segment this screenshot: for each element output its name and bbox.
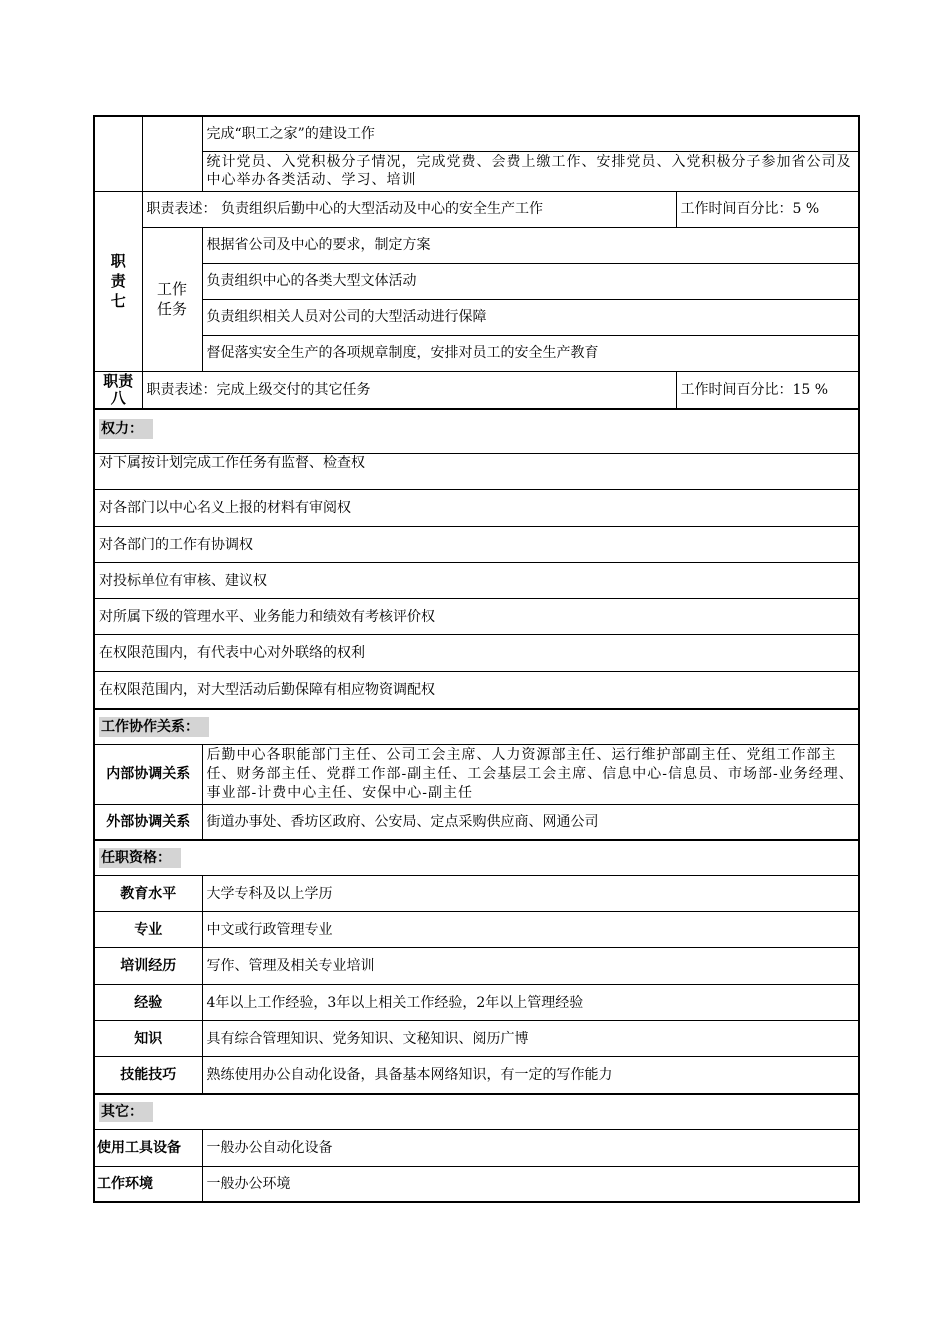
qualification-value: 熟练使用办公自动化设备，具备基本网络知识，有一定的写作能力 [202, 1057, 859, 1094]
qualification-value: 写作、管理及相关专业培训 [202, 948, 859, 985]
task-cell: 统计党员、入党积极分子情况，完成党费、会费上缴工作、安排党员、入党积极分子参加省公司及中心举办各类活动、学习、培训 [202, 151, 859, 191]
duty7-task: 督促落实安全生产的各项规章制度，安排对员工的安全生产教育 [202, 335, 859, 371]
qualifications-heading: 任职资格： [99, 848, 181, 868]
other-heading: 其它： [99, 1102, 153, 1122]
other-heading-cell [94, 1094, 859, 1130]
internal-relations-label: 内部协调关系 [94, 744, 202, 804]
authority-item: 对各部门以中心名义上报的材料有审阅权 [94, 490, 859, 527]
duty7-time-percent: 工作时间百分比：5 % [676, 191, 859, 227]
job-description-sheet [93, 115, 858, 1203]
duty7-task-label [142, 227, 202, 371]
duty7-label-text: 职责七 [110, 252, 126, 310]
duty7-label [94, 191, 142, 371]
other-value: 一般办公环境 [202, 1166, 859, 1202]
qualification-value: 具有综合管理知识、党务知识、文秘知识、阅历广博 [202, 1021, 859, 1057]
duty8-statement: 职责表述：完成上级交付的其它任务 [142, 371, 676, 409]
qualification-label: 经验 [94, 985, 202, 1021]
qualification-label: 培训经历 [94, 948, 202, 985]
job-description-table [93, 115, 860, 1203]
authority-item: 对投标单位有审核、建议权 [94, 563, 859, 599]
prev-duty-label-cell [94, 116, 142, 191]
external-relations-value: 街道办事处、香坊区政府、公安局、定点采购供应商、网通公司 [202, 804, 859, 840]
duty7-task: 负责组织相关人员对公司的大型活动进行保障 [202, 299, 859, 335]
duty7-task: 负责组织中心的各类大型文体活动 [202, 263, 859, 299]
prev-duty-task-label-cell [142, 116, 202, 191]
task-cell: 完成“职工之家”的建设工作 [202, 116, 859, 151]
other-label: 使用工具设备 [94, 1129, 202, 1166]
internal-relations-value: 后勤中心各职能部门主任、公司工会主席、人力资源部主任、运行维护部副主任、党组工作部主任、财务部主任、党群工作部-副主任、工会基层工会主席、信息中心-信息员、市场部-业务经理、事业部-计费中心主任、安保中心-副主任 [202, 744, 859, 804]
other-value: 一般办公自动化设备 [202, 1129, 859, 1166]
authority-item: 对所属下级的管理水平、业务能力和绩效有考核评价权 [94, 599, 859, 635]
duty7-task: 根据省公司及中心的要求，制定方案 [202, 227, 859, 263]
authority-item: 对各部门的工作有协调权 [94, 527, 859, 563]
other-label: 工作环境 [94, 1166, 202, 1202]
authority-item: 在权限范围内，对大型活动后勤保障有相应物资调配权 [94, 672, 859, 709]
qualification-value: 4年以上工作经验，3年以上相关工作经验，2年以上管理经验 [202, 985, 859, 1021]
authority-item: 在权限范围内，有代表中心对外联络的权利 [94, 635, 859, 672]
qualification-label: 专业 [94, 912, 202, 948]
relations-heading: 工作协作关系： [99, 717, 209, 737]
duty8-label-text: 职责八 [103, 371, 134, 407]
duty8-time-percent: 工作时间百分比：15 % [676, 371, 859, 409]
duty8-label [94, 371, 142, 409]
qualification-label: 知识 [94, 1021, 202, 1057]
qualification-value: 大学专科及以上学历 [202, 876, 859, 912]
authority-heading-cell [94, 409, 859, 454]
external-relations-label: 外部协调关系 [94, 804, 202, 840]
qualification-label: 教育水平 [94, 876, 202, 912]
qualification-label: 技能技巧 [94, 1057, 202, 1094]
authority-item: 对下属按计划完成工作任务有监督、检查权 [94, 454, 859, 490]
authority-heading: 权力： [99, 419, 153, 439]
duty7-task-label-text: 工作任务 [156, 280, 187, 318]
relations-heading-cell [94, 709, 859, 745]
qualification-value: 中文或行政管理专业 [202, 912, 859, 948]
qualifications-heading-cell [94, 840, 859, 876]
duty7-statement: 职责表述： 负责组织后勤中心的大型活动及中心的安全生产工作 [142, 191, 676, 227]
